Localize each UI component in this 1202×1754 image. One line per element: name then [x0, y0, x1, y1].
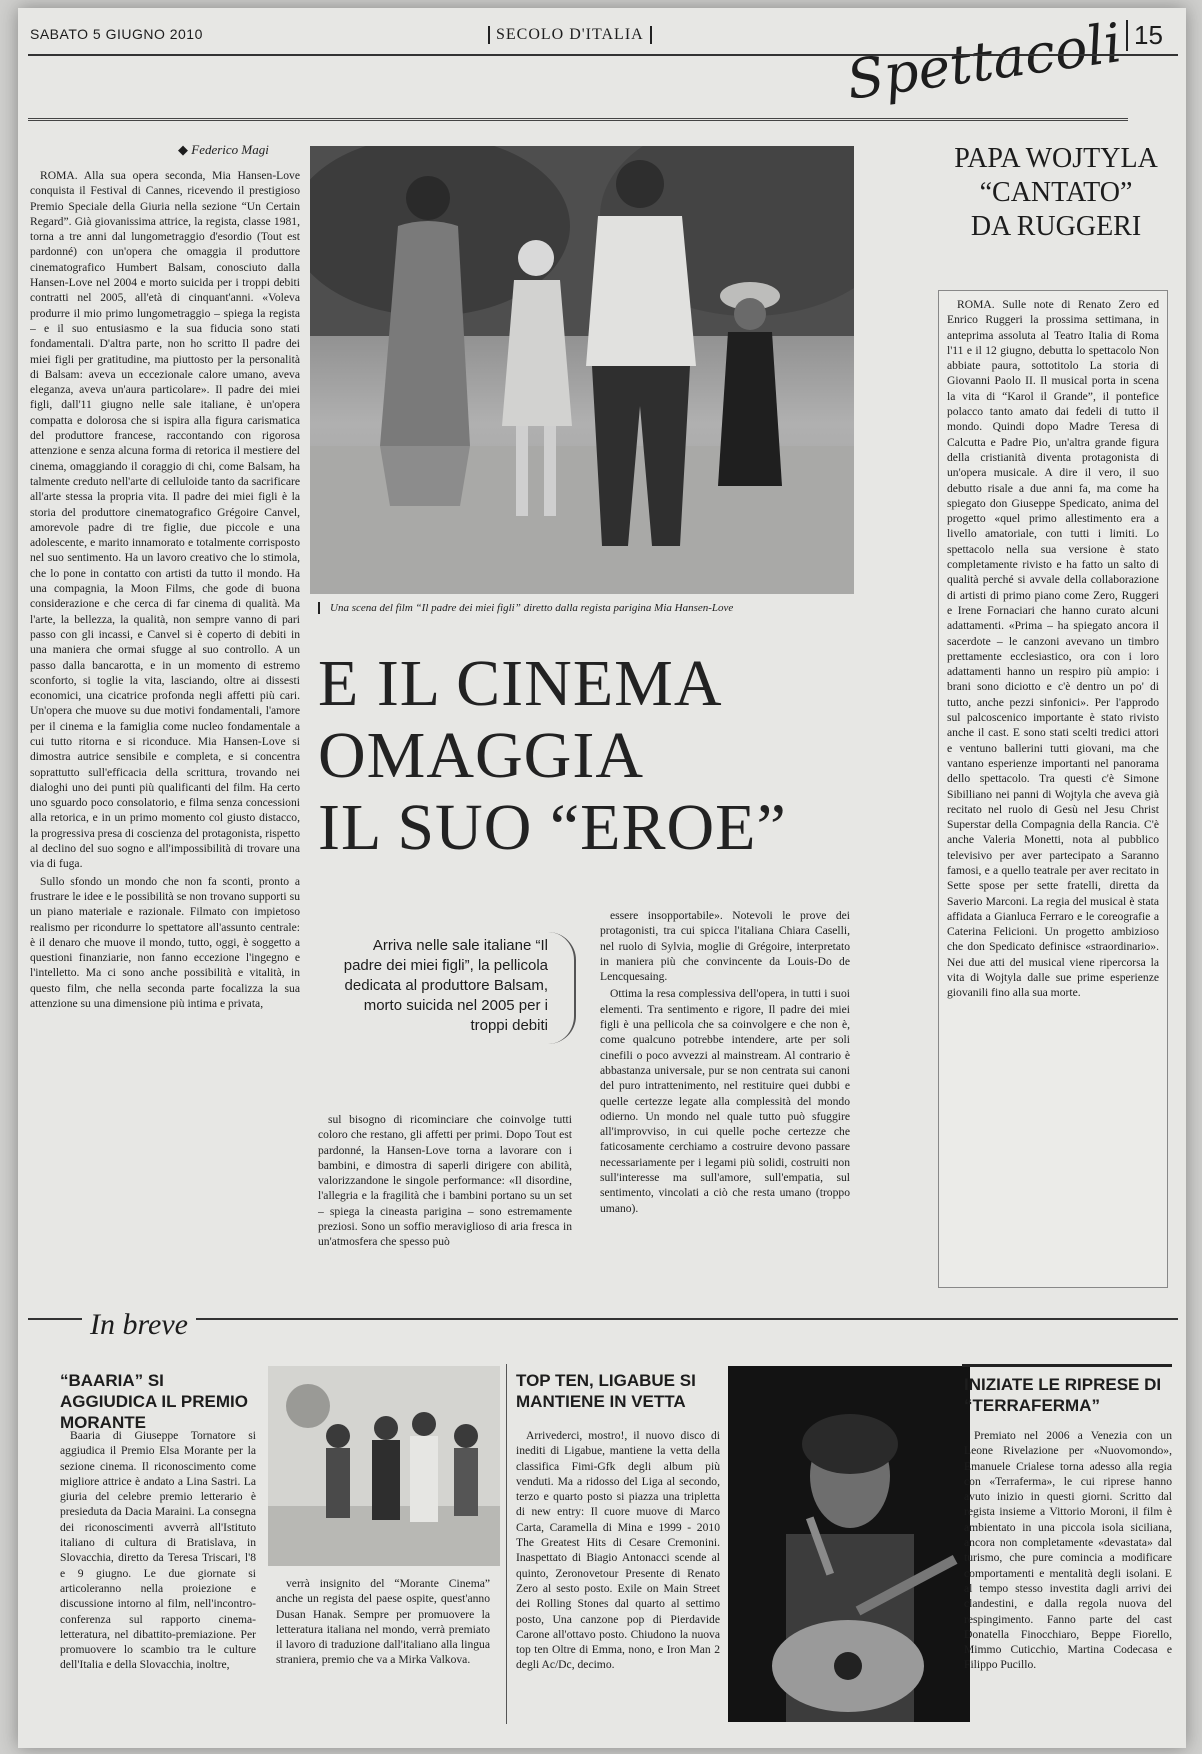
issue-date: SABATO 5 GIUGNO 2010	[30, 26, 203, 42]
main-article-column-3	[600, 908, 850, 1272]
main-article-column-1	[30, 168, 300, 1278]
brief-paragraph: verrà insignito del “Morante Cinema” anche un regista del paese ospite, quest'anno Dusan Hanak. Sempre per promuovere la letteratura italiana nel mondo, verrà premiato il lavoro di traduzione dall'italiano alla lingua straniera, premio che va a Mirka Valkova.	[276, 1577, 490, 1667]
brief-paragraph: Premiato nel 2006 a Venezia con un Leone Rivelazione per «Nuovomondo», Emanuele Crialese torna adesso alla regia con «Terraferma», le cui riprese hanno avuto inizio in questi giorni. Scritto dal regista insieme a Vittorio Moroni, il film è ambientato in una piccola isola siciliana, ancora non completamente «devastata» dal turismo, che pure comincia a modificare comportamenti e mentalità degli isolani. E al tempo stesso investita dagli arrivi dei clandestini, e dalla regola nuova del respingimento. Fanno parte del cast Donatella Finocchiaro, Beppe Fiorello, Mimmo Cuticchio, Martina Codecasa e Filippo Pucillo.	[964, 1429, 1172, 1672]
brief-title-ligabue: TOP TEN, LIGABUE SI MANTIENE IN VETTA	[516, 1371, 696, 1411]
brief-divider	[506, 1364, 507, 1724]
section-title: Spettacoli	[842, 11, 1126, 112]
brief-body-baaria-continued	[276, 1576, 490, 1726]
cast-group-illustration	[268, 1366, 500, 1566]
article-paragraph: Ottima la resa complessiva dell'opera, in tutti i suoi elementi. Tra sentimento e rigore, Il padre dei miei figli è una pellicola che sa coinvolgere e che non è, come qualcuno potrebbe intendere, arte per soli cinefili o poco avvezzi al mainstream. Al contrario è abbastanza universale, pur se non centrata sui canoni del puro intrattenimento, nel restituire quei dubbi e quelle certezze legate alla complessità del mondo odierno. Un mondo nel quale tutto può sfuggire all'improvviso, in cui quelle poche certezze che faticosamente cerchiamo a costruire devono passare necessariamente per i legami più solidi, costruiti non sull'interesse ma sull'amore, sull'empatia, sul sentimento, vincolati a ciò che resta umano (troppo umano).	[600, 987, 850, 1215]
brief-paragraph: Arrivederci, mostro!, il nuovo disco di inediti di Ligabue, mantiene la vetta della classifica Fimi-Gfk degli album più venduti. Ma a ridosso del Liga al secondo, terzo e quarto posto si piazza una tripletta di new entry: Il cuore muove di Marco Carta, Caramella di Mina e 1999 - 2010 The Greatest Hits di Cesare Cremonini. Inaspettato di Biagio Antonacci scende al quinto, Zeronovetour Presente di Renato Zero al sesto posto. Exile on Main Street dei Rolling Stones dal quarto al settimo posto, Una canzone pop di Pierdavide Carone all'ottavo posto. Chiudono la nuova top ten Oltre di Emma, nono, e Iron Man 2 degli Ac/Dc, decimo.	[516, 1429, 720, 1672]
brief-title-terraferma: INIZIATE LE RIPRESE DI “TERRAFERMA”	[964, 1375, 1162, 1415]
brief-body-baaria	[60, 1428, 256, 1724]
brief-box-terraferma	[962, 1364, 1172, 1367]
side-article-box	[938, 290, 1168, 1288]
side-title-line: PAPA WOJTYLA	[954, 143, 1158, 174]
side-article-title	[936, 142, 1176, 244]
brief-body-ligabue	[516, 1428, 720, 1724]
headline-line: IL SUO “EROE”	[318, 791, 787, 864]
newspaper-name: SECOLO D'ITALIA	[488, 26, 652, 44]
page-number: 15	[1126, 20, 1163, 51]
main-article-column-2	[318, 1112, 572, 1272]
headline-line: OMAGGIA	[318, 719, 644, 792]
brief-body-terraferma	[964, 1428, 1172, 1724]
side-title-line: “CANTATO”	[979, 177, 1133, 208]
briefs-label: In breve	[82, 1308, 196, 1342]
main-headline	[318, 648, 787, 864]
article-paragraph: Sullo sfondo un mondo che non fa sconti, pronto a frustrare le idee e le possibilità se non trovano supporti su un piano materiale e razionale. Filmato con impietoso realismo per ricondurre lo spettatore all'assunto centrale: è il denaro che muove il mondo, tutto, oggi, è soggetto a questioni finanziarie, non fanno eccezione l'ingegno e l'intelletto. Ma ci sono anche possibilità e vitalità, in questo film, che nella seconda parte focalizza la sua attenzione su una dimensione più intima e privata,	[30, 874, 300, 1011]
article-paragraph: sul bisogno di ricominciare che coinvolge tutti coloro che restano, gli affetti per primi. Dopo Tout est pardonné, la Hansen-Love torna a lavorare con i bambini, e dimostra di saperli dirigere con abilità, valorizzandone le singole performance: «Il disordine, l'allegria e la fragilità che i bambini portano su un set – spiega la cineasta parigina – sono estremamente preziosi. Sono un soffio meraviglioso di aria fresca in un'atmosfera che spesso può	[318, 1113, 572, 1249]
side-title-line: DA RUGGERI	[970, 211, 1142, 242]
header-double-rule	[28, 118, 1128, 121]
ligabue-photo	[728, 1366, 970, 1722]
newspaper-page	[18, 8, 1186, 1748]
baaria-photo	[268, 1366, 500, 1566]
header-rule	[28, 54, 1178, 56]
family-walking-illustration	[310, 146, 854, 594]
briefs-rule	[28, 1318, 1178, 1320]
brief-paragraph: Baaria di Giuseppe Tornatore si aggiudica il Premio Elsa Morante per la sezione cinema. Il riconoscimento come migliore attrice è andato a Lina Sastri. La giuria del celebre premio letterario è presieduta da Dacia Maraini. La consegna dei riconoscimenti avverrà all'Istituto italiano di cultura di Bratislava, in Slovacchia, diretto da Teresa Triscari, l'8 e 9 giugno. Le due giornate si articoleranno nella proiezione e discussione intorno al film, nell'incontro-conferenza sul rapporto cinema-letteratura, nel dibattito-premiazione. Per promuovere lo scambio tra le culture dell'Italia e della Slovacchia, inoltre,	[60, 1429, 256, 1672]
brief-title-baaria: “BAARIA” SI AGGIUDICA IL PREMIO MORANTE	[60, 1371, 248, 1432]
photo-caption: Una scena del film “Il padre dei miei figli” diretto dalla regista parigina Mia Hansen-Love	[318, 602, 860, 614]
article-paragraph: ROMA. Alla sua opera seconda, Mia Hansen-Love conquista il Festival di Cannes, ricevendo il prestigioso Premio Speciale della Giuria nella sezione “Un Certain Regard”. Già giovanissima attrice, la regista, classe 1981, torna a tre anni dal lungometraggio d'esordio (Tout est pardonné) con un'opera che omaggia il produttore cinematografico Humbert Balsam, conosciuto dalla Hansen-Love nel 2004 e morto suicida per i troppi debiti contratti nel 2005, all'età di cinquant'anni. «Voleva produrre il mio primo lungometraggio – spiega la regista – e il suo entusiasmo e la sua fiducia sono stati fondamentali. D'altra parte, non ho scritto Il padre dei miei figli per gratitudine, ma piuttosto per la personalità di Balsam: aveva un eccezionale calore umano, aveva eleganza, aveva un'aura particolare». Il padre dei miei figli, dall'11 giugno nelle sale italiane, è un'opera compatta e dolorosa che si ispira alla figura carismatica del produttore francese, raccontando con rigorosa attenzione e senza alcuna forma di retorica il mestiere del cinema, omaggiando il coraggio di chi, come Balsam, ha talmente creduto nell'arte di celluloide tanto da sacrificare all'arte stessa la propria vita. Il padre dei miei figli è la storia del produttore cinematografico Grégoire Canvel, amorevole padre di tre figlie, due piccole e una adolescente, e marito innamorato e totalmente corrisposto nel suo sentimento. Ha un lavoro creativo che lo stimola, che lo pone in contatto con artisti da tutto il mondo. Ha una compagnia, la Moon Films, che gode di buona considerazione e che cerca di far cinema di qualità. Ma l'arte, la bellezza, la qualità, non sempre vanno di pari passo con gli incassi, e Canvel si è coperto di debiti in una maniera che ormai sfugge al suo controllo. A un passo dalla bancarotta, e in un momento di estremo sconforto, si toglie la vita, lasciando, oltre ai dissesti economici, una cicatrice profonda negli affetti più cari. Un'opera che muove su due motivi fondamentali, l'amore per il cinema e la famiglia come nucleo fondamentale a cui tutto ritorna e si riconduce. Mia Hansen-Love si dimostra autrice sensibile e completa, e si concentra soprattutto sull'efficacia della scrittura, trovando nei dialoghi uno dei punti più qualificanti del film. Ha certo uno sguardo poco consolatorio, e filma senza concessioni alla retorica, e in un primo momento col giusto distacco, la progressiva presa di coscienza del protagonista, rispetto al declino del suo sogno e all'impossibilità di trovare una via di fuga.	[30, 169, 300, 871]
film-scene-photo	[310, 146, 854, 594]
subheadline: Arriva nelle sale italiane “Il padre dei miei figli”, la pellicola dedicata al produttore Balsam, morto suicida nel 2005 per i troppi debiti	[343, 937, 548, 1034]
subhead-bracket	[548, 932, 576, 1044]
article-paragraph: essere insopportabile». Notevoli le prove dei protagonisti, tra cui spicca l'italiana Chiara Caselli, nel ruolo di Sylvia, moglie di Grégoire, interpretato in maniera più che convincente da Louis-Do de Lencquesaing.	[600, 909, 850, 984]
headline-line: E IL CINEMA	[318, 647, 723, 720]
byline: ◆ Federico Magi	[178, 142, 269, 158]
singer-guitar-illustration	[728, 1366, 970, 1722]
side-article-body: ROMA. Sulle note di Renato Zero ed Enrico Ruggeri la prossima settimana, in anteprima assoluta al Teatro Italia di Roma l'11 e il 12 giugno, debutta lo spettacolo Non abbiate paura, sottotitolo La storia di Giovanni Paolo II. Il musical porta in scena la vita di “Karol il Grande”, il pontefice polacco tanto amato dai fedeli di tutto il mondo. Quindi dopo Madre Teresa di Calcutta e Padre Pio, un'altra grande figura della cristianità diventa protagonista di un'opera musicale. A dire il vero, il suo debutto risale a due anni fa, ma come ha spiegato don Giuseppe Spedicato, anima del progetto «quel primo allestimento era a livello amatoriale, con tutti i limiti. Lo spettacolo nella sua versione è stato completamente rivisto e ha fatto un salto di qualità perché si avvale della collaborazione di artisti di primo piano come Zero, Ruggeri e Irene Fornaciari che hanno curato alcuni adattamenti. «Prima – ha spiegato ancora il sacerdote – le canzoni avevano un timbro prettamente ecclesiastico, ora con i loro adattamenti hanno un respiro più ampio: i brani sono diciotto e c'è dentro un po' di tutto, anche pezzi sinfonici». Per l'approdo sul palcoscenico importante è stato rivisto anche il cast. E sono stati scelti tredici attori e ventuno ballerini tutti giovani, ma che vantano esperienze importanti nel panorama dello spettacolo. Tra questi c'è Simone Sibilliano nei panni di Wojtyla che aveva già recitato nel ruolo di Gesù nel Jesu Christ Superstar della Compagnia della Rancia. C'è anche Valeria Monetti, nota al pubblico televisivo per aver partecipato a Saranno famosi, e a quello teatrale per aver recitato in Sette spose per sette fratelli, diretta da Saverio Marconi. La regia del musical è stata affidata a Gianluca Ferraro e le coreografie a Caterina Felicioni. Un progetto ambizioso che don Spedicato definisce «straordinario». Nei due atti del musical viene ripercorsa la vita di Wojtyla dalle sue prime esperienze giovanili fino alla sua morte.	[947, 298, 1159, 1000]
